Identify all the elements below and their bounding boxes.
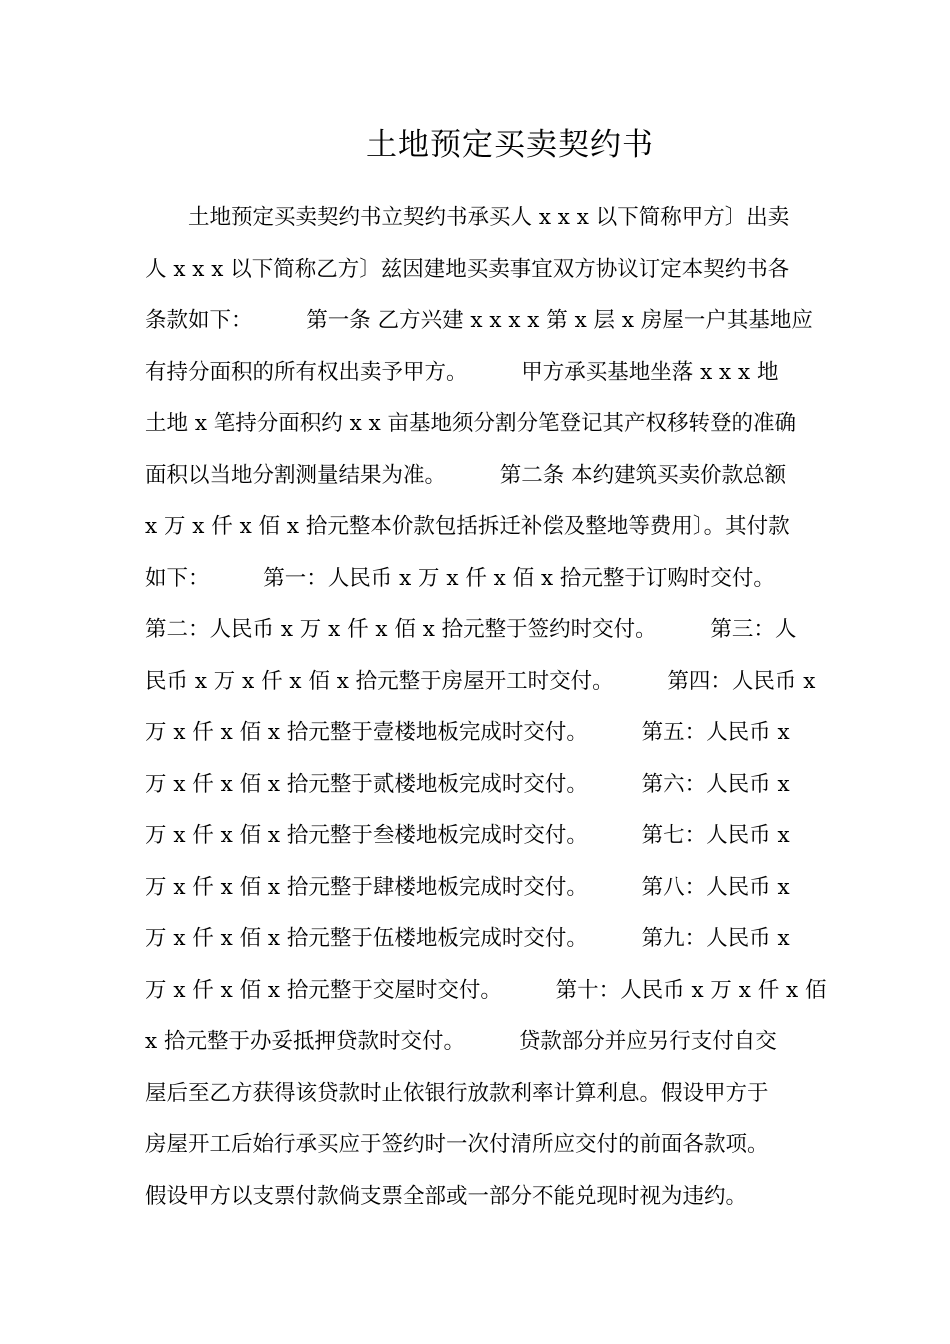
body-line-4: 有持分面积的所有权出卖予甲方。 甲方承买基地坐落 x x x 地 [145, 359, 779, 385]
body-line-11: 万 x 仟 x 佰 x 拾元整于壹楼地板完成时交付。 第五：人民币 x [145, 720, 790, 745]
body-line-12: 万 x 仟 x 佰 x 拾元整于贰楼地板完成时交付。 第六：人民币 x [145, 771, 790, 797]
document-title: 土地预定买卖契约书 [366, 127, 654, 163]
body-line-5: 土地 x 笔持分面积约 x x 亩基地须分割分笔登记其产权移转登的准确 [145, 411, 797, 436]
body-line-1: 土地预定买卖契约书立契约书承买人 x x x 以下简称甲方〕出卖 [188, 205, 790, 230]
body-line-16: 万 x 仟 x 佰 x 拾元整于交屋时交付。 第十：人民币 x 万 x 仟 x 佰 [145, 977, 827, 1003]
body-line-19: 房屋开工后始行承买应于签约时一次付清所应交付的前面各款项。 [145, 1132, 769, 1157]
body-line-3: 条款如下： 第一条 乙方兴建 x x x x 第 x 层 x 房屋一户其基地应 [145, 308, 813, 333]
body-line-7: x 万 x 仟 x 佰 x 拾元整本价款包括拆迁补偿及整地等费用〕。其付款 [145, 514, 790, 539]
body-line-13: 万 x 仟 x 佰 x 拾元整于叁楼地板完成时交付。 第七：人民币 x [145, 823, 790, 848]
contract-body [145, 192, 827, 1222]
body-line-15: 万 x 仟 x 佰 x 拾元整于伍楼地板完成时交付。 第九：人民币 x [145, 926, 790, 951]
body-line-17: x 拾元整于办妥抵押贷款时交付。 贷款部分并应另行支付自交 [145, 1029, 777, 1054]
body-line-6: 面积以当地分割测量结果为准。 第二条 本约建筑买卖价款总额 [145, 462, 787, 488]
body-line-20: 假设甲方以支票付款倘支票全部或一部分不能兑现时视为违约。 [145, 1183, 748, 1209]
body-line-18: 屋后至乙方获得该贷款时止依银行放款利率计算利息。假设甲方于 [145, 1080, 769, 1106]
body-line-8: 如下： 第一：人民币 x 万 x 仟 x 佰 x 拾元整于订购时交付。 [145, 565, 775, 591]
body-line-9: 第二：人民币 x 万 x 仟 x 佰 x 拾元整于签约时交付。 第三：人 [145, 617, 797, 642]
body-line-10: 民币 x 万 x 仟 x 佰 x 拾元整于房屋开工时交付。 第四：人民币 x [145, 668, 816, 694]
body-line-2: 人 x x x 以下简称乙方〕兹因建地买卖事宜双方协议订定本契约书各 [145, 256, 790, 282]
body-line-14: 万 x 仟 x 佰 x 拾元整于肆楼地板完成时交付。 第八：人民币 x [145, 874, 790, 900]
